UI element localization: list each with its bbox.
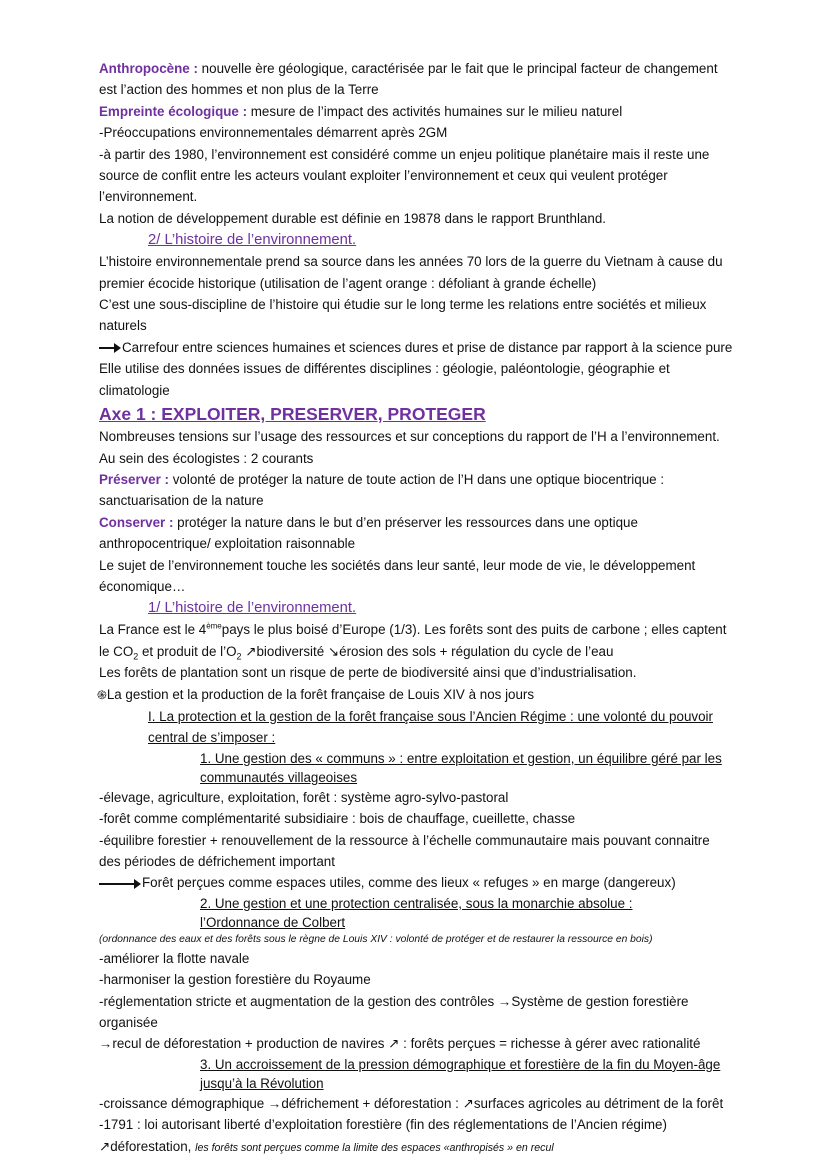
- empreinte-definition: Empreinte écologique : mesure de l’impact des activités humaines sur le milieu naturel: [99, 103, 623, 119]
- conserver-definition: Conserver : protéger la nature dans le but d’en préserver les ressources dans une optique: [99, 514, 638, 530]
- text-line: source de conflit entre les acteurs voulant exploiter l’environnement et ceux qui veulent protéger: [99, 168, 668, 184]
- text-line: -à partir des 1980, l’environnement est considéré comme un enjeu politique planétaire mais il reste une: [99, 146, 710, 162]
- subpart-heading: 3. Un accroissement de la pression démographique et forestière de la fin du Moyen-âge: [200, 1056, 721, 1072]
- ordonnance-note: (ordonnance des eaux et des forêts sous le règne de Louis XIV : volonté de protéger et de restaurer la ressource en bois): [99, 933, 653, 945]
- text-line: des périodes de défrichement important: [99, 854, 335, 869]
- preserver-definition: Préserver : volonté de protéger la nature de toute action de l’H dans une optique biocentrique :: [99, 471, 665, 487]
- gestion-line: ֍La gestion et la production de la forêt française de Louis XIV à nos jours: [97, 686, 535, 702]
- text-line: C’est une sous-discipline de l’histoire qui étudie sur le long terme les relations entre sociétés et milieux: [99, 297, 707, 313]
- text-line: anthropocentrique/ exploitation raisonnable: [99, 536, 356, 552]
- text-line: -Préoccupations environnementales démarrent après 2GM: [99, 125, 448, 141]
- text-line: -équilibre forestier + renouvellement de la ressource à l’échelle communautaire mais pouvant connaitre: [99, 832, 710, 848]
- part-heading: I. La protection et la gestion de la forêt française sous l’Ancien Régime : une volonté du pouvoir: [148, 708, 713, 724]
- text-line: -améliorer la flotte navale: [99, 950, 250, 966]
- part-heading: central de s’imposer :: [148, 730, 276, 746]
- deforestation-line: ↗déforestation, les forêts sont perçues comme la limite des espaces «anthropisés » en recul: [99, 1138, 554, 1154]
- text-line: La notion de développement durable est définie en 19878 dans le rapport Brunthland.: [99, 210, 606, 226]
- text-line: premier écocide historique (utilisation de l’agent orange : défoliant à grande échelle): [99, 275, 597, 291]
- text-line: Les forêts de plantation sont un risque de perte de biodiversité ainsi que d’industrialisation.: [99, 665, 637, 681]
- france-line: La France est le 4èmepays le plus boisé d’Europe (1/3). Les forêts sont des puits de carbone ; elles captent: [99, 621, 727, 638]
- text-line: L’histoire environnementale prend sa source dans les années 70 lors de la guerre du Vietnam à cause du: [99, 254, 723, 270]
- section-heading-histoire-1: 1/ L’histoire de l’environnement.: [148, 600, 357, 617]
- text-line: naturels: [99, 318, 147, 334]
- text-line: Elle utilise des données issues de différentes disciplines : géologie, paléontologie, géographie et: [99, 361, 670, 377]
- anthropocene-definition: Anthropocène : nouvelle ère géologique, caractérisée par le fait que le principal facteur de changement: [99, 61, 718, 76]
- empreinte-term: Empreinte écologique :: [99, 103, 248, 119]
- text-line: -réglementation stricte et augmentation de la gestion des contrôles →Système de gestion forestière: [99, 993, 689, 1009]
- text-line: sanctuarisation de la nature: [99, 493, 264, 509]
- text-line: -1791 : loi autorisant liberté d’exploitation forestière (fin des réglementations de l’Ancien régime): [99, 1117, 667, 1133]
- co2-line: le $CO_2$ et produit de $l’O_2$ ↗biodiversité ↘érosion des sols + régulation du cycle de l’eau: [99, 643, 614, 662]
- preserver-term: Préserver :: [99, 471, 169, 487]
- subpart-heading: 2. Une gestion et une protection centralisée, sous la monarchie absolue :: [200, 895, 633, 911]
- arrow-right-icon: [99, 883, 139, 885]
- conserver-term: Conserver :: [99, 514, 174, 530]
- axe-heading: Axe 1 : EXPLOITER, PRESERVER, PROTEGER: [99, 404, 486, 425]
- spiral-icon: ֍: [97, 687, 107, 702]
- text-line: est l’action des hommes et non plus de la Terre: [99, 82, 379, 98]
- subpart-heading: l’Ordonnance de Colbert: [200, 914, 346, 930]
- text-line: -forêt comme complémentarité subsidiaire : bois de chauffage, cueillette, chasse: [99, 811, 576, 827]
- text-line: →recul de déforestation + production de navires ↗ : forêts perçues = richesse à gérer avec rationalité: [99, 1036, 701, 1052]
- text-line: -élevage, agriculture, exploitation, forêt : système agro-sylvo-pastoral: [99, 789, 509, 805]
- text-line: l’environnement.: [99, 189, 198, 205]
- text-line: économique…: [99, 578, 186, 594]
- text-line: climatologie: [99, 382, 170, 398]
- arrow-right-icon: [99, 347, 119, 349]
- text-line: Nombreuses tensions sur l’usage des ressources et sur conceptions du rapport de l’H a l’environnement.: [99, 429, 720, 445]
- text-line: Le sujet de l’environnement touche les sociétés dans leur santé, leur mode de vie, le développement: [99, 557, 696, 573]
- text-line: organisée: [99, 1015, 158, 1031]
- anthropocene-term: Anthropocène :: [99, 61, 198, 76]
- text-line: Au sein des écologistes : 2 courants: [99, 450, 314, 466]
- section-heading-histoire-2: 2/ L’histoire de l’environnement.: [148, 232, 357, 249]
- subpart-heading: jusqu’à la Révolution: [200, 1075, 324, 1091]
- subpart-heading: communautés villageoises: [200, 769, 358, 785]
- foret-percues-line: Forêt perçues comme espaces utiles, comme des lieux « refuges » en marge (dangereux): [99, 872, 768, 893]
- text-line: -croissance démographique →défrichement + déforestation : ↗surfaces agricoles au détriment de la forêt: [99, 1095, 724, 1111]
- carrefour-line: Carrefour entre sciences humaines et sciences dures et prise de distance par rapport à la science pure: [99, 337, 768, 358]
- subpart-heading: 1. Une gestion des « communs » : entre exploitation et gestion, un équilibre géré par les: [200, 750, 722, 766]
- text-line: -harmoniser la gestion forestière du Royaume: [99, 972, 371, 988]
